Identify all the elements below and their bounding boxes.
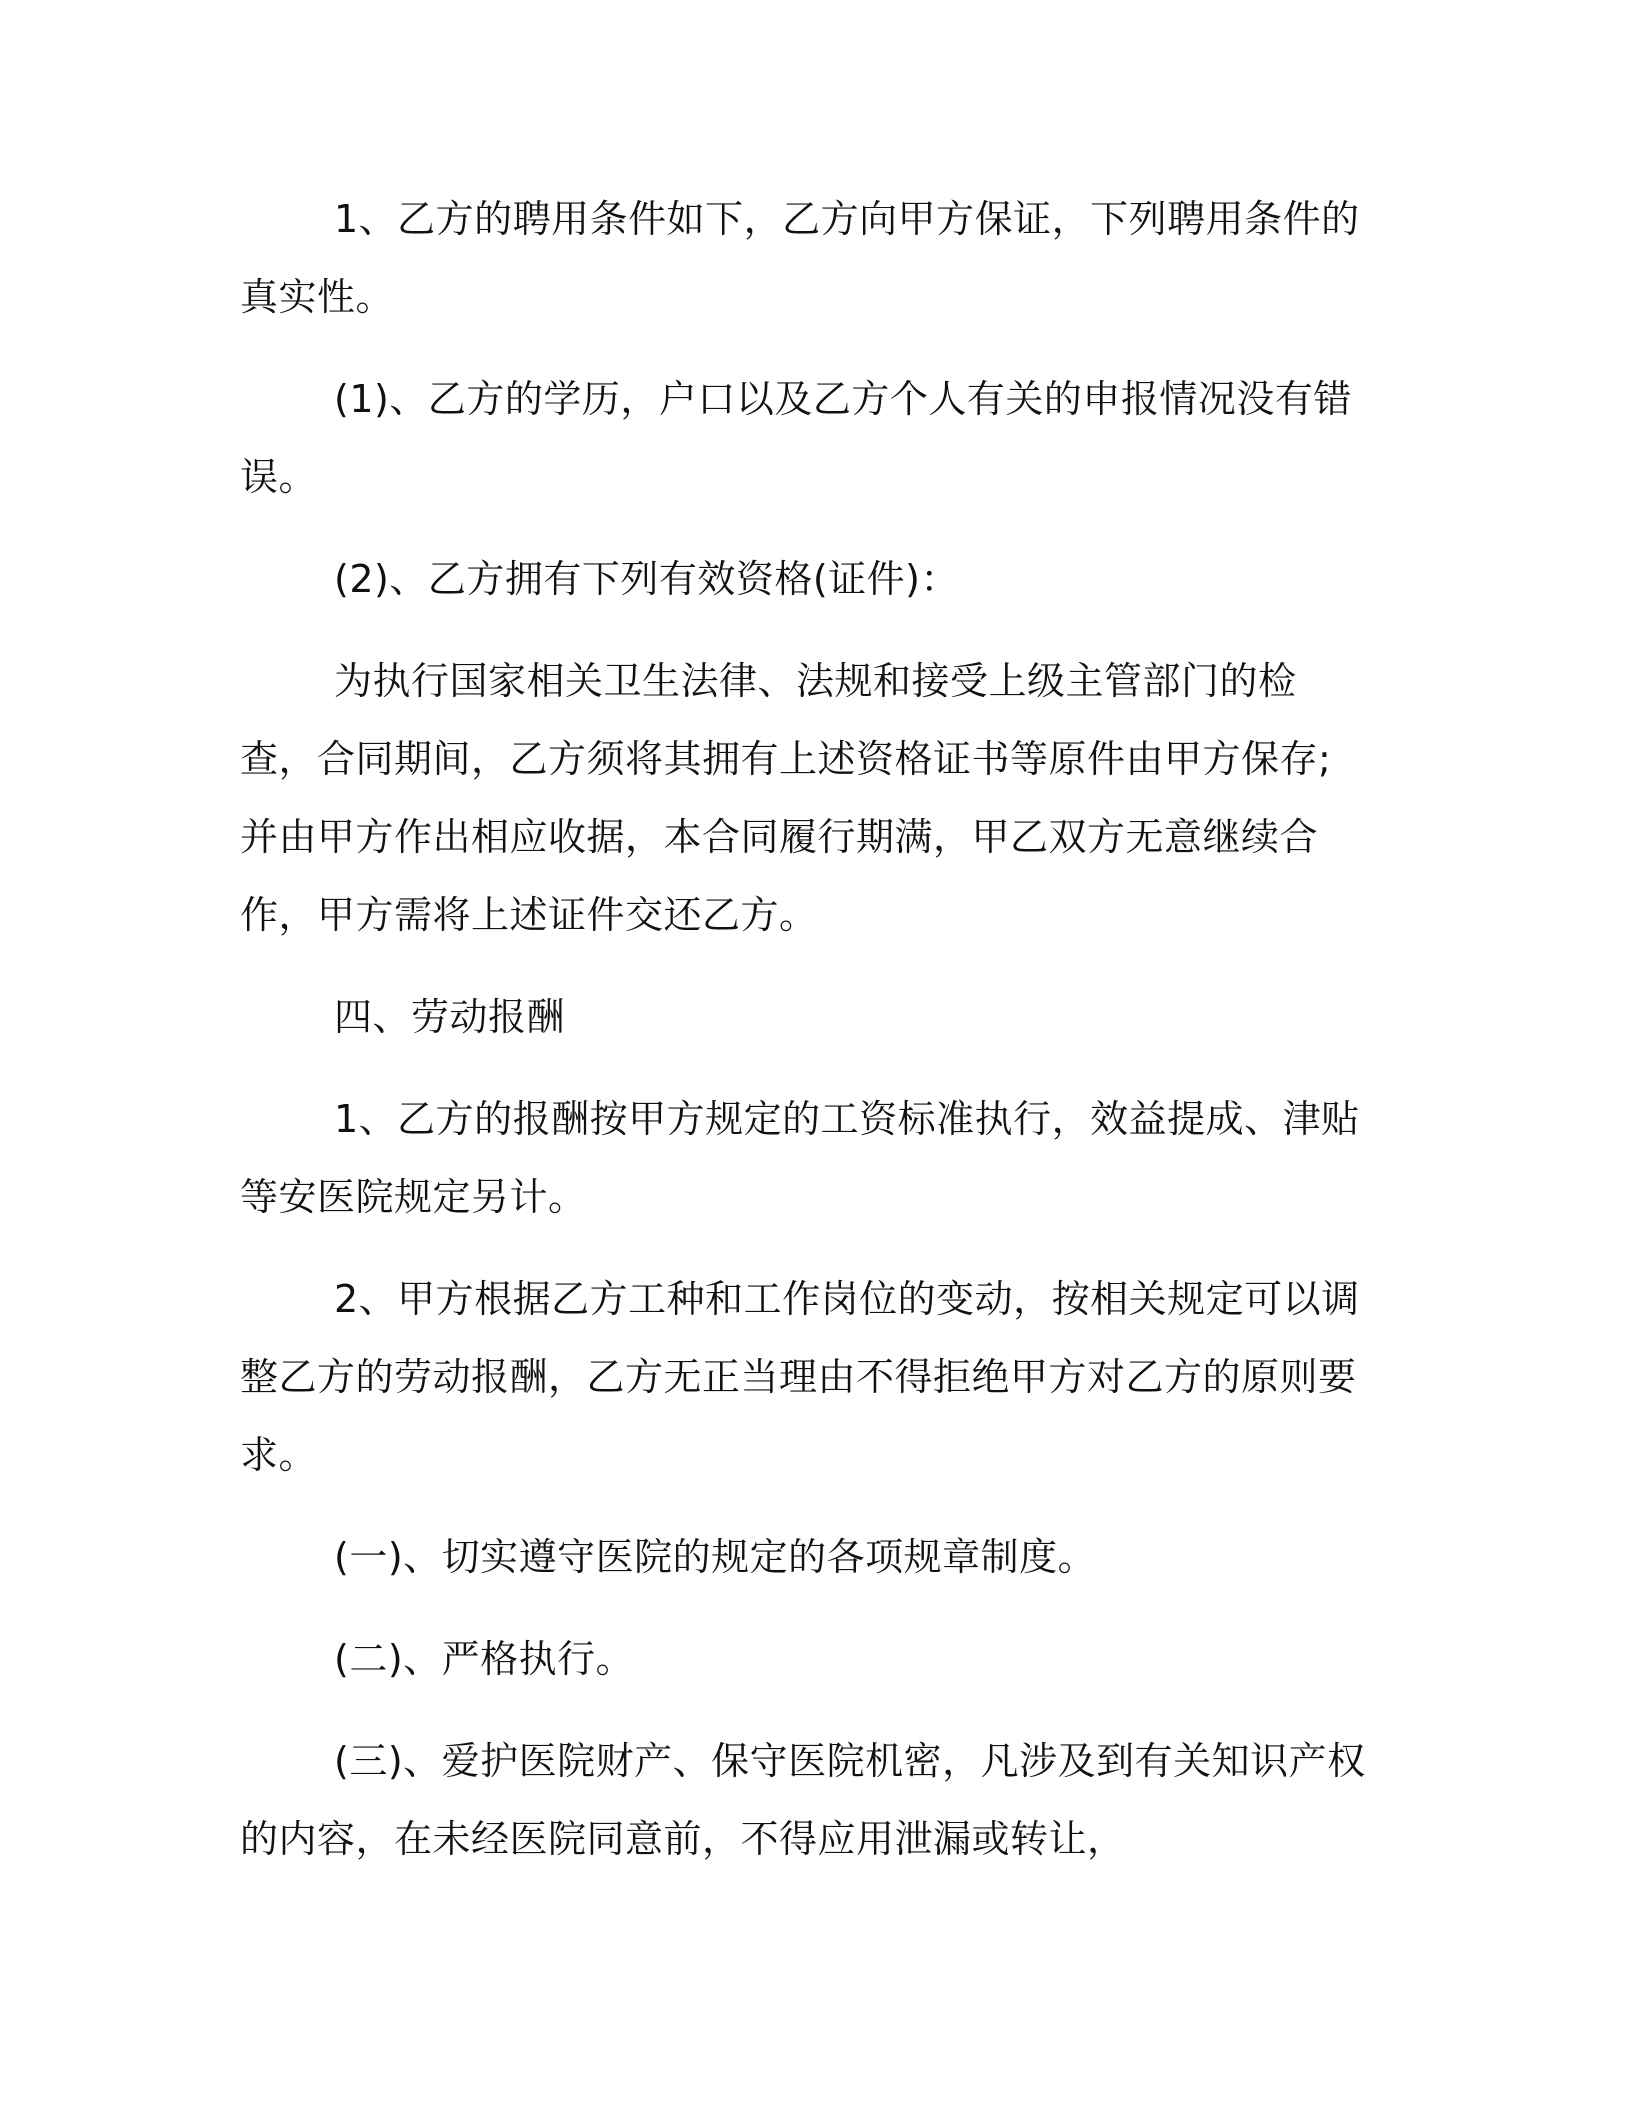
paragraph-strict-execution: (二)、严格执行。	[334, 1637, 635, 1681]
paragraph-salary-adjustment: 2、甲方根据乙方工种和工作岗位的变动，按相关规定可以调整乙方的劳动报酬，乙方无正当理由不得拒绝甲方对乙方的原则要求。	[240, 1277, 1360, 1477]
paragraph-certificate-custody: 为执行国家相关卫生法律、法规和接受上级主管部门的检查，合同期间，乙方须将其拥有上述资格证书等原件由甲方保存;并由甲方作出相应收据，本合同履行期满，甲乙双方无意继续合作，甲方需将上述证件交还乙方。	[240, 659, 1332, 937]
paragraph-confidentiality: (三)、爱护医院财产、保守医院机密，凡涉及到有关知识产权的内容，在未经医院同意前，不得应用泄漏或转让，	[240, 1739, 1366, 1861]
paragraph-rules-compliance: (一)、切实遵守医院的规定的各项规章制度。	[334, 1535, 1097, 1579]
paragraph-salary-standard: 1、乙方的报酬按甲方规定的工资标准执行，效益提成、津贴等安医院规定另计。	[240, 1097, 1360, 1219]
paragraph-qualifications: (2)、乙方拥有下列有效资格(证件)：	[334, 557, 959, 601]
section-heading-remuneration: 四、劳动报酬	[334, 995, 566, 1039]
document-body	[240, 180, 1368, 1902]
paragraph-education-record: (1)、乙方的学历，户口以及乙方个人有关的申报情况没有错误。	[240, 377, 1352, 499]
paragraph-employment-conditions: 1、乙方的聘用条件如下，乙方向甲方保证，下列聘用条件的真实性。	[240, 197, 1360, 319]
